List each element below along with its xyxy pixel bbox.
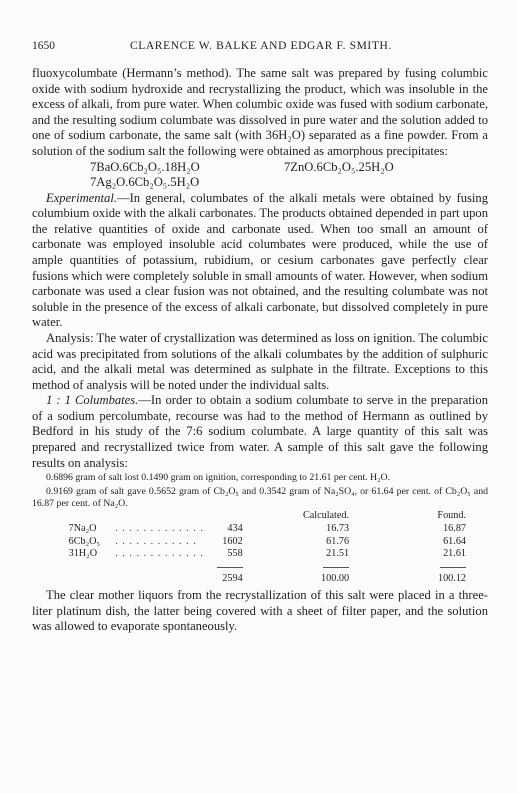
experimental-heading: Experimental.	[46, 190, 117, 205]
row-found: 61.64	[443, 535, 466, 547]
paragraph-analysis: Analysis: The water of crystallization was determined as loss on ignition. The columbic acid was precipitated from solutions of the alkali columbates by the addition of sulphuric acid, and the alkali metal was determined as sulphate in the filtrate. Exceptions to this method of analysis will be noted under the individual salts.	[32, 330, 488, 392]
row-mw: 434	[227, 523, 243, 535]
result-precipitate: 0.9169 gram of salt gave 0.5652 gram of Cb₂O₅ and 0.3542 gram of Na₂SO₄, or 61.64 per cent. of Cb₂O₅ and 16.87 per cent. of Na₂O.	[32, 485, 488, 510]
leader-dots: . . . . . . . . . . . . .	[115, 548, 204, 560]
table-row	[32, 536, 488, 549]
table-header-row	[32, 510, 488, 523]
total-mw: 2594	[222, 573, 243, 585]
page-number: 1650	[32, 40, 55, 52]
table-row	[32, 548, 488, 561]
experimental-text: —In general, columbates of the alkali metals were obtained by fusing columbium oxide with the alkali carbonates. The products obtained depended in part upon the relative quantities of oxide and carbonate used. When too small an amount of carbonate was employed insoluble acid columbates were produced, while the use of ample quantities of potassium, rubidium, or cesium carbonates gave perfectly clear fusions which were completely soluble in small amounts of water. However, when sodium carbonate was used a clear fusion was not obtained, and the resulting columbate was not soluble in the presence of the excess of alkali carbonate, but dissolved completely in pure water.	[32, 190, 488, 330]
col-calculated: Calculated.	[302, 510, 350, 522]
precipitate-formulas	[32, 160, 488, 191]
analysis-table	[32, 510, 488, 586]
formula-barium: 7BaO.6Cb₂O₅.18H₂O	[90, 159, 200, 174]
formula-silver: 7Ag₂O.6Cb₂O₅.5H₂O	[90, 175, 200, 190]
total-calculated: 100.00	[321, 573, 350, 585]
table-total-row	[32, 573, 488, 586]
row-label: 6Cb₂O₅	[68, 535, 101, 547]
row-calculated: 21.51	[326, 548, 350, 560]
sum-rule	[323, 567, 349, 568]
row-calculated: 61.76	[326, 535, 350, 547]
paragraph-experimental	[32, 191, 488, 331]
paragraph-mother-liquors: The clear mother liquors from the recrystallization of this salt were placed in a three-liter platinum dish, the latter being covered with a sheet of filter paper, and the solution was allowed to evaporate spontaneously.	[32, 588, 488, 634]
sum-rule	[217, 567, 243, 568]
paragraph-columbates	[32, 393, 488, 471]
running-title: CLARENCE W. BALKE AND EDGAR F. SMITH.	[130, 40, 392, 52]
table-row	[32, 523, 488, 536]
row-mw: 1602	[222, 535, 243, 547]
row-calculated: 16.73	[326, 523, 350, 535]
row-label: 31H₂O	[68, 548, 98, 560]
row-mw: 558	[227, 548, 243, 560]
sum-rule	[440, 567, 466, 568]
formula-zinc: 7ZnO.6Cb₂O₅.25H₂O	[284, 159, 394, 174]
leader-dots: . . . . . . . . . . . .	[115, 535, 197, 547]
col-found: Found.	[437, 510, 466, 522]
leader-dots: . . . . . . . . . . . . .	[115, 523, 204, 535]
page-body	[32, 66, 488, 635]
total-found: 100.12	[437, 573, 466, 585]
page-header	[32, 40, 488, 54]
row-label: 7Na₂O	[68, 523, 97, 535]
paragraph-fluoxycolumbate: fluoxycolumbate (Hermann’s method). The same salt was prepared by fusing columbic oxide with sodium hydroxide and recrystallizing the product, which was insoluble in the excess of alkali, from pure water. When columbic oxide was fused with sodium carbonate, and the resulting sodium columbate was dissolved in pure water and the solution added to one of sodium carbonate, the same salt (with 36H₂O) separated as a fine powder. From a solution of the sodium salt the following were obtained as amorphous precipitates:	[32, 66, 488, 158]
result-ignition: 0.6896 gram of salt lost 0.1490 gram on ignition, corresponding to 21.61 per cent. H₂O.	[46, 472, 391, 484]
row-found: 21.61	[443, 548, 466, 560]
table-rule-row	[32, 561, 488, 574]
row-found: 16.87	[443, 523, 466, 535]
columbates-text: —In order to obtain a sodium columbate to serve in the preparation of a sodium percolumbate, recourse was had to the method of Hermann as outlined by Bedford in his study of the 7:6 sodium columbate. A large quantity of this salt was prepared and recrystallized twice from water. A sample of this salt gave the following results on analysis:	[32, 393, 488, 470]
columbates-heading: 1 : 1 Columbates.	[46, 393, 139, 408]
